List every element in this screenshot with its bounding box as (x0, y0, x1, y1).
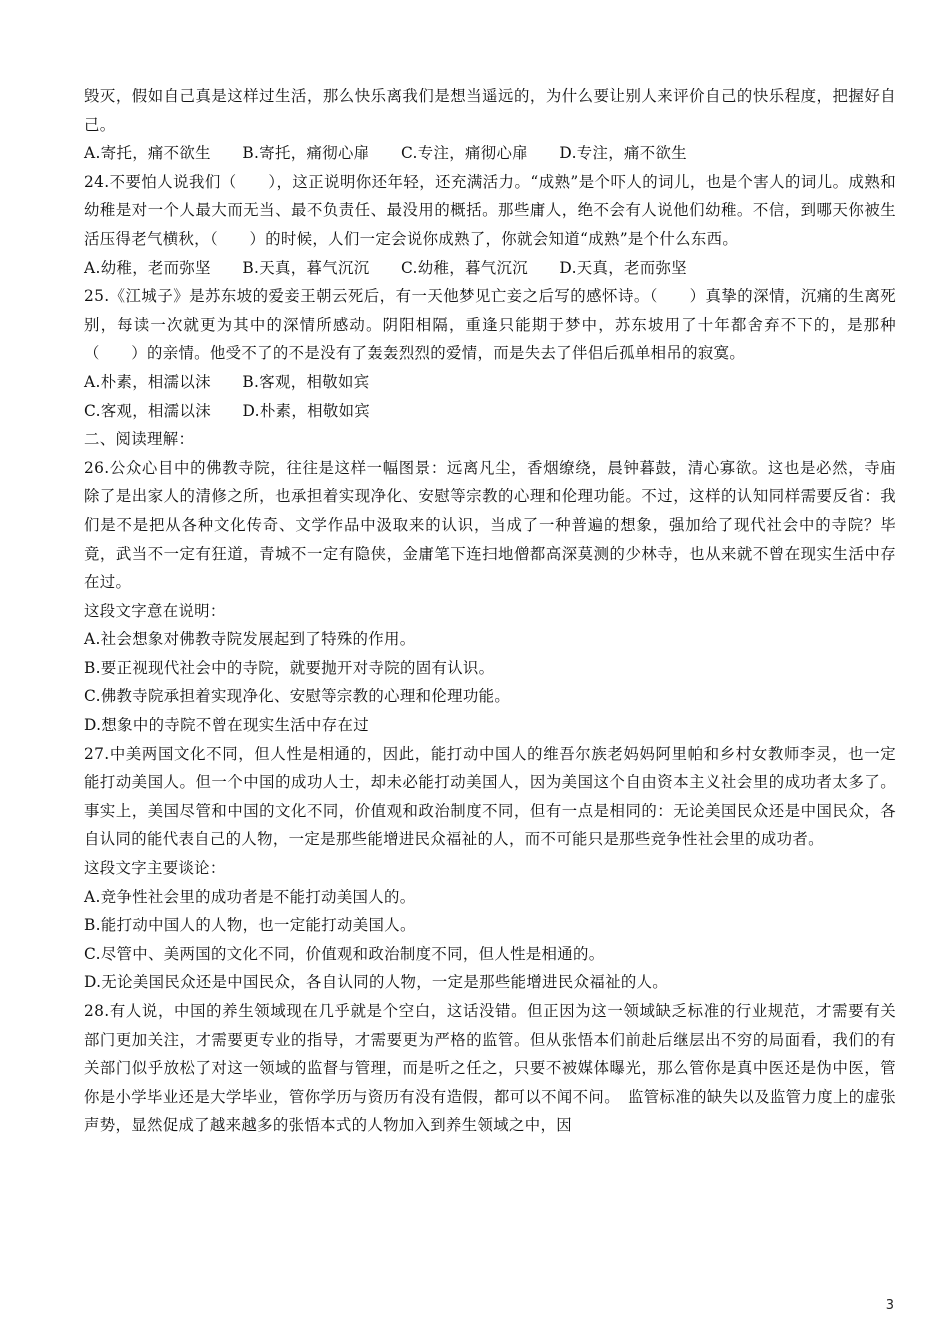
q26-option-a: A.社会想象对佛教寺院发展起到了特殊的作用。 (84, 630, 416, 649)
q27-option-d: D.无论美国民众还是中国民众，各自认同的人物，一定是那些能增进民众福祉的人。 (84, 973, 669, 992)
q26-option-c: C.佛教寺院承担着实现净化、安慰等宗教的心理和伦理功能。 (84, 687, 511, 706)
q26-option-b: B.要正视现代社会中的寺院，就要抛开对寺院的固有认识。 (84, 658, 495, 677)
q26-prompt: 这段文字意在说明： (84, 601, 226, 620)
q23-continuation: 毁灭，假如自己真是这样过生活，那么快乐离我们是想当遥远的，为什么要让别人来评价自己的快乐程度，把握好自己。 (84, 87, 896, 134)
q23-options: A.寄托，痛不欲生 B.寄托，痛彻心扉 C.专注，痛彻心扉 D.专注，痛不欲生 (84, 144, 687, 163)
q27-option-c: C.尽管中、美两国的文化不同，价值观和政治制度不同，但人性是相通的。 (84, 944, 605, 963)
q27-stem: 27.中美两国文化不同，但人性是相通的，因此，能打动中国人的维吾尔族老妈妈阿里帕和乡村女教师李灵，也一定能打动美国人。但一个中国的成功人士，却未必能打动美国人，因为美国这个自由资本主义社会里的成功者太多了。事实上，美国尽管和中国的文化不同，价值观和政治制度不同，但有一点是相同的：无论美国民众还是中国民众，各自认同的能代表自己的人物，一定是那些能增进民众福祉的人，而不可能只是那些竞争性社会里的成功者。 (84, 744, 896, 849)
q27-option-a: A.竞争性社会里的成功者是不能打动美国人的。 (84, 887, 416, 906)
q25-stem: 25.《江城子》是苏东坡的爱妾王朝云死后，有一天他梦见亡妾之后写的感怀诗。（ ）真挚的深情，沉痛的生离死别，每读一次就更为其中的深情所感动。阴阳相隔，重逢只能期于梦中，苏东坡用了十年都舍弃不下的，是那种（ ）的亲情。他受不了的不是没有了轰轰烈烈的爱情，而是失去了伴侣后孤单相吊的寂寞。 (84, 287, 896, 363)
q24-stem: 24.不要怕人说我们（ ），这正说明你还年轻，还充满活力。“成熟”是个吓人的词儿，也是个害人的词儿。成熟和幼稚是对一个人最大而无当、最不负责任、最没用的概括。那些庸人，绝不会有人说他们幼稚。不信，到哪天你被生活压得老气横秋，（ ）的时候，人们一定会说你成熟了，你就会知道“成熟”是个什么东西。 (84, 172, 896, 248)
q25-options-row-2: C.客观，相濡以沫 D.朴素，相敬如宾 (84, 401, 371, 420)
page-number: 3 (885, 1298, 894, 1313)
q24-options: A.幼稚，老而弥坚 B.天真，暮气沉沉 C.幼稚，暮气沉沉 D.天真，老而弥坚 (84, 258, 687, 277)
q27-prompt: 这段文字主要谈论： (84, 859, 226, 878)
q27-option-b: B.能打动中国人的人物，也一定能打动美国人。 (84, 916, 416, 935)
q26-stem: 26.公众心目中的佛教寺院，往往是这样一幅图景：远离凡尘，香烟缭绕，晨钟暮鼓，清心寡欲。这也是必然，寺庙除了是出家人的清修之所，也承担着实现净化、安慰等宗教的心理和伦理功能。不过，这样的认知同样需要反省：我们是不是把从各种文化传奇、文学作品中汲取来的认识，当成了一种普遍的想象，强加给了现代社会中的寺院？毕竟，武当不一定有狂道，青城不一定有隐侠，金庸笔下连扫地僧都高深莫测的少林寺，也从来就不曾在现实生活中存在过。 (84, 458, 896, 592)
q26-option-d: D.想象中的寺院不曾在现实生活中存在过 (84, 716, 369, 735)
q25-options-row-1: A.朴素，相濡以沫 B.客观，相敬如宾 (84, 372, 370, 391)
q28-stem: 28.有人说，中国的养生领域现在几乎就是个空白，这话没错。但正因为这一领域缺乏标准的行业规范，才需要有关部门更加关注，才需要更专业的指导，才需要更为严格的监管。但从张悟本们前赴后继层出不穷的局面看，我们的有关部门似乎放松了对这一领域的监督与管理，而是听之任之，只要不被媒体曝光，那么管你是真中医还是伪中医，管你是小学毕业还是大学毕业，管你学历与资历有没有造假，都可以不闻不问。 监管标准的缺失以及监管力度上的虚张声势，显然促成了越来越多的张悟本式的人物加入到养生领域之中，因 (84, 1002, 896, 1135)
section-title: 二、阅读理解： (84, 430, 195, 449)
document-body (84, 82, 896, 1140)
